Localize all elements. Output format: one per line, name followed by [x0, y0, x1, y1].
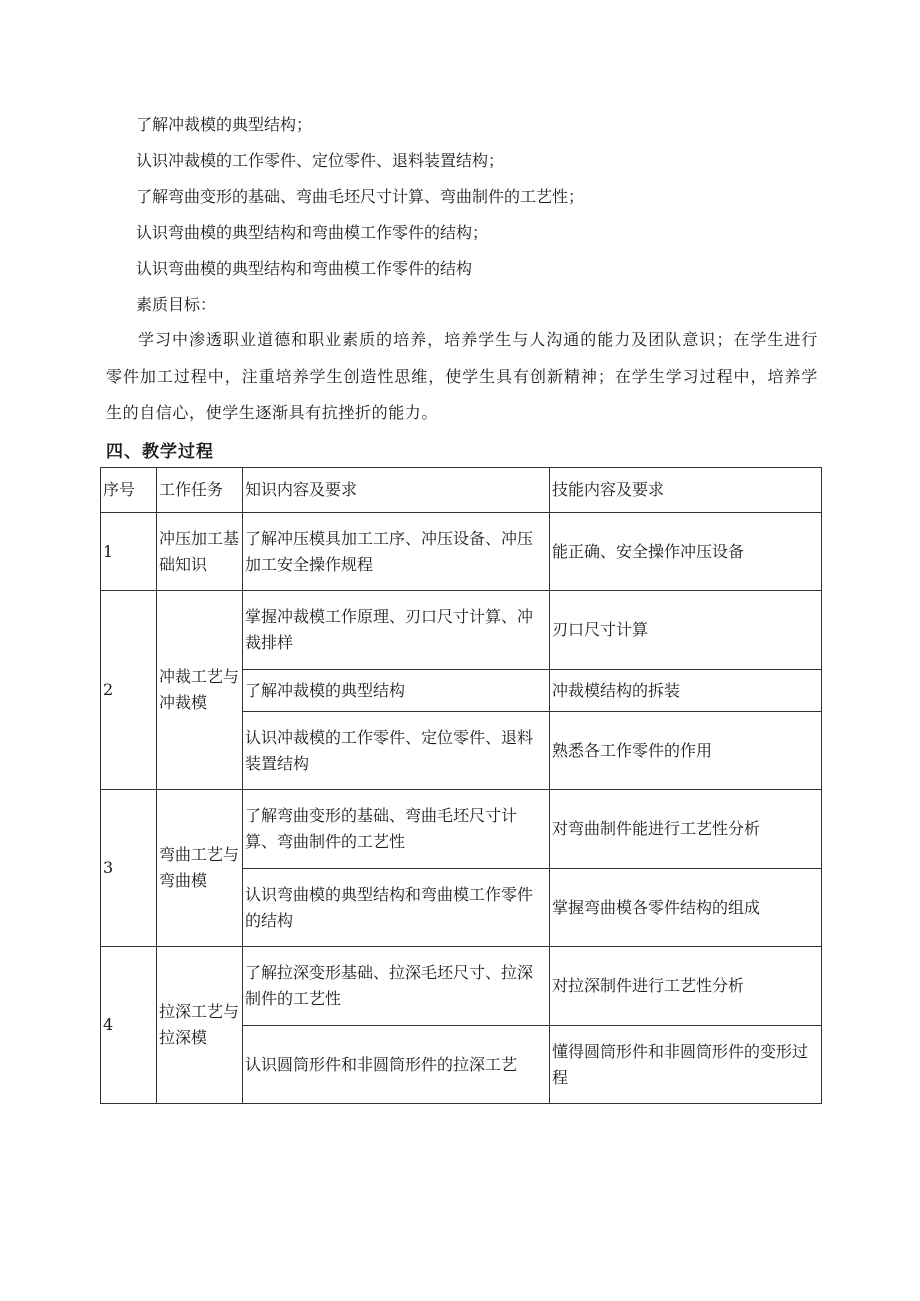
table-row: [101, 947, 822, 1026]
teaching-process-table: [100, 467, 822, 1104]
table-row: [101, 591, 822, 670]
skill-cell: 对拉深制件进行工艺性分析: [550, 947, 822, 1026]
task-cell: 冲裁工艺与冲裁模: [157, 591, 243, 790]
row-number: 1: [101, 513, 157, 591]
header-cell: 知识内容及要求: [243, 468, 550, 513]
table-row: [101, 790, 822, 869]
quality-label: 素质目标：: [136, 295, 217, 314]
skill-cell: 对弯曲制件能进行工艺性分析: [550, 790, 822, 869]
task-cell: 拉深工艺与拉深模: [157, 947, 243, 1104]
knowledge-cell: 了解拉深变形基础、拉深毛坯尺寸、拉深制件的工艺性: [243, 947, 550, 1026]
skill-cell: 掌握弯曲模各零件结构的组成: [550, 869, 822, 947]
row-number: 3: [101, 790, 157, 947]
skill-cell: 冲裁模结构的拆装: [550, 670, 822, 712]
table-row: [101, 513, 822, 591]
objective-line-3: 了解弯曲变形的基础、弯曲毛坯尺寸计算、弯曲制件的工艺性；: [136, 187, 585, 206]
skill-cell: 能正确、安全操作冲压设备: [550, 513, 822, 591]
objective-line-5: 认识弯曲模的典型结构和弯曲模工作零件的结构: [136, 259, 473, 278]
knowledge-cell: 了解弯曲变形的基础、弯曲毛坯尺寸计算、弯曲制件的工艺性: [243, 790, 550, 869]
objective-line-1: 了解冲裁模的典型结构；: [136, 115, 313, 134]
knowledge-cell: 了解冲裁模的典型结构: [243, 670, 550, 712]
knowledge-cell: 认识冲裁模的工作零件、定位零件、退料装置结构: [243, 712, 550, 790]
objective-line-4: 认识弯曲模的典型结构和弯曲模工作零件的结构；: [136, 223, 489, 242]
skill-cell: 懂得圆筒形件和非圆筒形件的变形过程: [550, 1026, 822, 1104]
skill-cell: 刃口尺寸计算: [550, 591, 822, 670]
skill-cell: 熟悉各工作零件的作用: [550, 712, 822, 790]
row-number: 2: [101, 591, 157, 790]
objective-line-2: 认识冲裁模的工作零件、定位零件、退料装置结构；: [136, 151, 505, 170]
task-cell: 冲压加工基础知识: [157, 513, 243, 591]
quality-paragraph: 学习中渗透职业道德和职业素质的培养，培养学生与人沟通的能力及团队意识；在学生进行零件加工过程中，注重培养学生创造性思维，使学生具有创新精神；在学生学习过程中，培养学生的自信心，使学生逐渐具有抗挫折的能力。: [106, 330, 818, 422]
knowledge-cell: 了解冲压模具加工工序、冲压设备、冲压加工安全操作规程: [243, 513, 550, 591]
knowledge-cell: 掌握冲裁模工作原理、刃口尺寸计算、冲裁排样: [243, 591, 550, 670]
header-cell: 工作任务: [157, 468, 243, 513]
header-cell: 序号: [101, 468, 157, 513]
section-heading: 四、教学过程: [106, 442, 214, 462]
header-cell: 技能内容及要求: [550, 468, 822, 513]
knowledge-cell: 认识弯曲模的典型结构和弯曲模工作零件的结构: [243, 869, 550, 947]
table-header-row: [101, 468, 822, 513]
task-cell: 弯曲工艺与弯曲模: [157, 790, 243, 947]
row-number: 4: [101, 947, 157, 1104]
knowledge-cell: 认识圆筒形件和非圆筒形件的拉深工艺: [243, 1026, 550, 1104]
